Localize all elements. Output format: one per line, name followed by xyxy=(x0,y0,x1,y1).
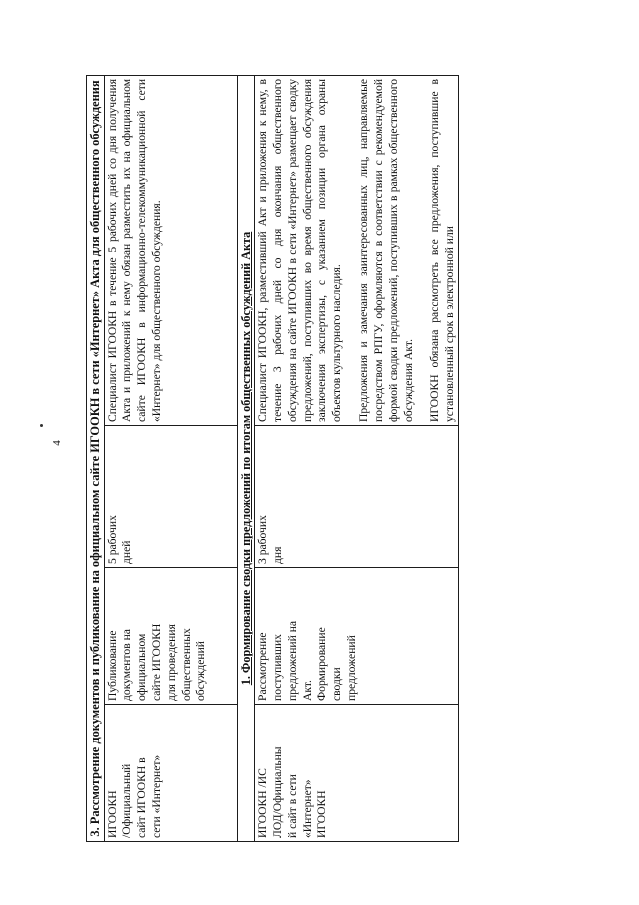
action-cell: Рассмотрение поступивших предложений на Акт. Формирование сводки предложений xyxy=(255,568,459,705)
subsection-title-row xyxy=(237,75,255,841)
table-row xyxy=(255,75,459,841)
responsible-cell: ИГООКН /ИС ЛОД/Официальны й сайт в сети «Интернет» ИГООКН xyxy=(255,705,459,842)
section-title-row xyxy=(87,75,105,841)
action-cell: Публикование документов на официальном сайте ИГООКН для проведения общественных обсуждений xyxy=(104,568,237,705)
description-paragraph: Специалист ИГООКН, разместивший Акт и приложения к нему, в течение 3 рабочих дней со дня окончания общественного обсуждения на сайте ИГООКН в сети «Интернет» размещает сводку предложений, поступивших во время общественного обсуждения заключения экспертизы, с указанием позиции органа охраны объектов культурного наследия. xyxy=(256,78,344,422)
description-paragraph: ИГООКН обязана рассмотреть все предложения, поступившие в установленный срок в электронной или xyxy=(428,78,457,422)
section-title: 3. Рассмотрение документов и публикование на официальном сайте ИГООКН в сети «Интернет» Акта для общественного обсуждения xyxy=(87,75,105,841)
page-number: 4 xyxy=(50,440,63,446)
subsection-title xyxy=(237,75,255,841)
table-row xyxy=(104,75,237,841)
description-cell xyxy=(104,75,237,425)
description-cell xyxy=(255,75,459,425)
term-cell: 3 рабочих дня xyxy=(255,426,459,568)
description-paragraph: Специалист ИГООКН в течение 5 рабочих дней со дня получения Акта и приложений к нему обязан разместить их на официальном сайте ИГООКН в информационно-телекоммуникационной сети «Интернет» для общественного обсуждения. xyxy=(105,78,163,422)
procedure-table xyxy=(86,75,459,842)
subsection-title-text: 1. Формирование сводки предложений по итогам общественных обсуждений Акта xyxy=(238,231,253,686)
responsible-cell: ИГООКН /Официальный сайт ИГООКН в сети «Интернет» xyxy=(104,705,237,842)
rotated-document-sheet xyxy=(86,76,554,842)
term-cell: 5 рабочих дней xyxy=(104,426,237,568)
description-paragraph: Предложения и замечания заинтересованных лиц, направляемые посредством РПГУ, оформляются в соответствии с рекомендуемой формой сводки предложений, поступивших в рамках общественного обсуждения Акт. xyxy=(357,78,415,422)
scan-dot-mark xyxy=(40,424,43,427)
